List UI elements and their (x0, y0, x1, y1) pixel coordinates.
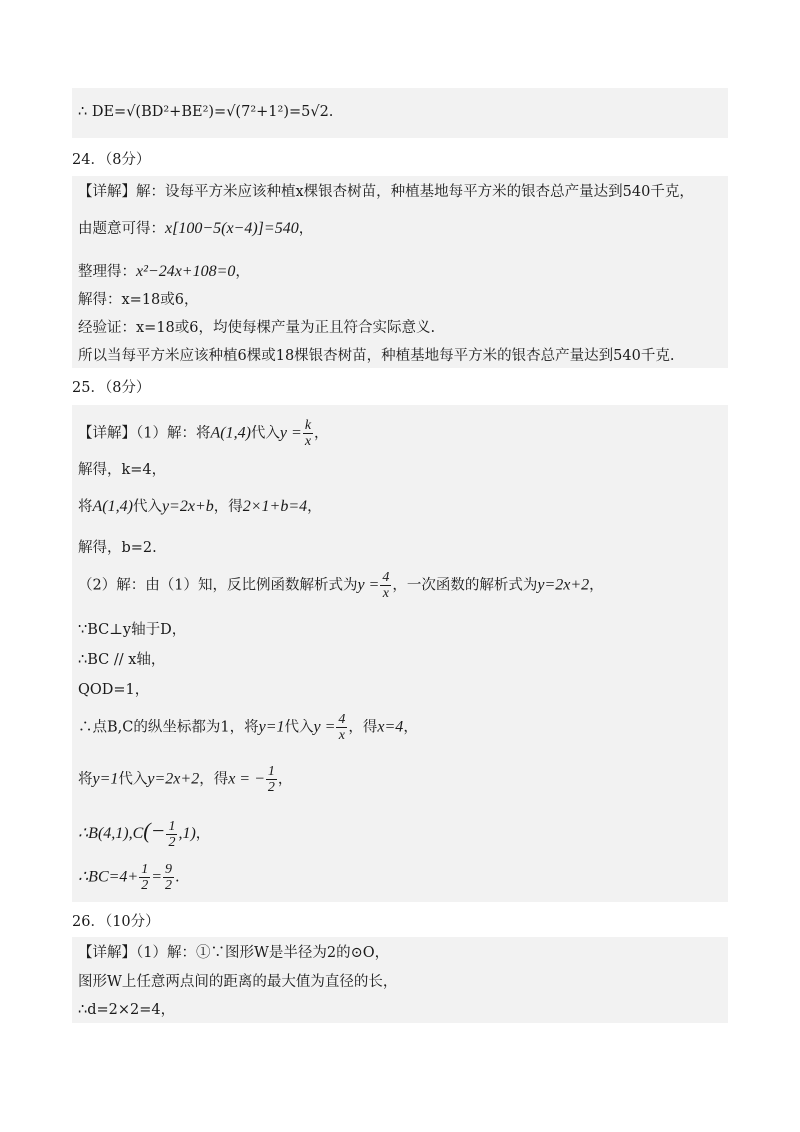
left-paren: (− (143, 818, 166, 843)
q24-line-2-label: 由题意可得： (78, 221, 165, 237)
q24-line-3 (78, 262, 250, 282)
points-b-c: ∴B(4,1),C (78, 825, 144, 842)
q26-line-3: ∴d=2×2=4， (78, 1002, 176, 1018)
q25-line-6: ∵BC⊥y轴于D， (78, 622, 187, 638)
right-paren: ,1) (178, 825, 196, 842)
point-a: A(1,4) (210, 424, 251, 442)
q25-line-10-mid2: ，得 (199, 771, 229, 788)
question-24-header: 24．（8分） (72, 152, 151, 168)
q24-line-1: 【详解】解：设每平方米应该种植x棵银杏树苗，种植基地每平方米的银杏总产量达到540千克， (78, 184, 694, 200)
q25-line-9 (78, 712, 418, 743)
q25-line-9-mid2: ，得 (348, 719, 378, 736)
q24-line-3-label: 整理得： (78, 264, 136, 280)
fraction-denominator: x (304, 434, 312, 449)
question-25-header: 25．（8分） (72, 380, 151, 396)
q25-line-10-lhs: x = − (228, 770, 265, 788)
q25-line-3 (78, 497, 322, 517)
q25-line-10-label: 将 (78, 771, 93, 788)
linear-function: y=2x+2 (537, 576, 590, 594)
q25-line-8: QOD=1， (78, 682, 150, 698)
q25-line-1-suffix: ， (314, 425, 329, 442)
q24-line-6: 所以当每平方米应该种植6棵或18棵银杏树苗，种植基地每平方米的银杏总产量达到540千克. (78, 348, 675, 364)
q24-line-2 (78, 219, 313, 239)
fraction-numerator: 1 (141, 862, 149, 877)
k-over-x-fraction (303, 418, 313, 449)
linear-function-2: y=2x+2 (147, 770, 200, 788)
fraction-numerator: 4 (382, 570, 390, 585)
fraction-denominator: 2 (165, 878, 173, 893)
neg-half-fraction (166, 819, 177, 850)
q25-line-5 (78, 570, 604, 601)
linear-function-b: y=2x+b (161, 498, 214, 515)
q24-simplified-equation: x²−24x+108=0 (136, 263, 236, 280)
q25-line-5-suffix: ， (589, 577, 604, 594)
q25-line-3-suffix: ， (307, 499, 322, 515)
q26-line-2: 图形W上任意两点间的距离的最大值为直径的长， (78, 974, 398, 990)
fraction-denominator: x (338, 728, 346, 743)
q25-line-12 (78, 862, 180, 893)
four-over-x-fraction-2 (336, 712, 347, 743)
fraction-numerator: 4 (338, 712, 346, 727)
q25-line-5-mid: ，一次函数的解析式为 (392, 577, 538, 594)
q25-line-1-lhs: y = (279, 424, 302, 442)
q24-line-4: 解得：x=18或6， (78, 292, 199, 308)
q25-line-1-mid: 代入 (250, 425, 280, 442)
fraction-numerator: 1 (168, 818, 176, 834)
fraction-numerator: 1 (267, 764, 275, 779)
question-26-header: 26．（10分） (72, 914, 160, 930)
x-equals-4: x=4 (377, 718, 404, 736)
fraction-denominator: 2 (267, 780, 275, 795)
fraction-denominator: x (382, 586, 389, 601)
point-a-2: A(1,4) (92, 498, 133, 515)
fraction-numerator: 9 (165, 862, 173, 877)
fraction-denominator: 2 (168, 834, 176, 850)
q25-line-9-lhs: y = (313, 718, 336, 736)
q25-line-1-label: 【详解】（1）解：将 (78, 425, 211, 442)
q24-line-3-suffix: ， (235, 264, 250, 280)
q25-line-3-mid2: ，得 (213, 499, 243, 515)
q25-line-10-suffix: ， (277, 771, 293, 788)
q25-line-10 (78, 764, 292, 795)
q24-equation: x[100−5(x−4)]=540 (165, 220, 299, 237)
q25-line-10-mid: 代入 (118, 771, 148, 788)
q25-line-5-lhs: y = (357, 576, 380, 594)
q24-line-2-suffix: ， (298, 221, 314, 237)
q25-line-1 (78, 418, 329, 449)
four-over-x-fraction (380, 570, 391, 601)
one-half-fraction (266, 764, 277, 795)
q25-line-9-suffix: ， (403, 719, 418, 736)
q25-line-4: 解得，b=2. (78, 540, 157, 556)
bc-length: ∴BC=4+ (78, 868, 139, 886)
q25-line-9-mid: 代入 (284, 719, 314, 736)
q24-line-5: 经验证：x=18或6，均使每棵产量为正且符合实际意义. (78, 320, 436, 336)
y-equals-1: y=1 (258, 718, 285, 736)
q25-line-2: 解得，k=4， (78, 462, 167, 478)
b-equation: 2×1+b=4 (242, 498, 308, 515)
q25-line-5-label: （2）解：由（1）知，反比例函数解析式为 (78, 577, 358, 594)
q25-line-12-suffix: . (175, 869, 180, 886)
q25-line-11 (78, 816, 210, 850)
q25-line-9-label: ∴点B,C的纵坐标都为1，将 (78, 719, 259, 736)
equals-sign: = (151, 868, 163, 886)
fraction-denominator: 2 (141, 878, 149, 893)
de-conclusion-line: ∴ DE=√(BD²+BE²)=√(7²+1²)=5√2. (78, 104, 334, 120)
q25-line-7: ∴BC // x轴， (78, 652, 166, 668)
q25-line-11-suffix: ， (195, 826, 211, 842)
half-fraction (139, 862, 150, 893)
q26-line-1: 【详解】（1）解：①∵图形W是半径为2的⊙O， (78, 945, 390, 961)
fraction-numerator: k (304, 418, 312, 433)
nine-halves-fraction (163, 862, 174, 893)
q25-line-3-mid: 代入 (132, 499, 162, 515)
q25-line-3-label: 将 (78, 499, 93, 515)
y-equals-1-2: y=1 (92, 770, 119, 788)
